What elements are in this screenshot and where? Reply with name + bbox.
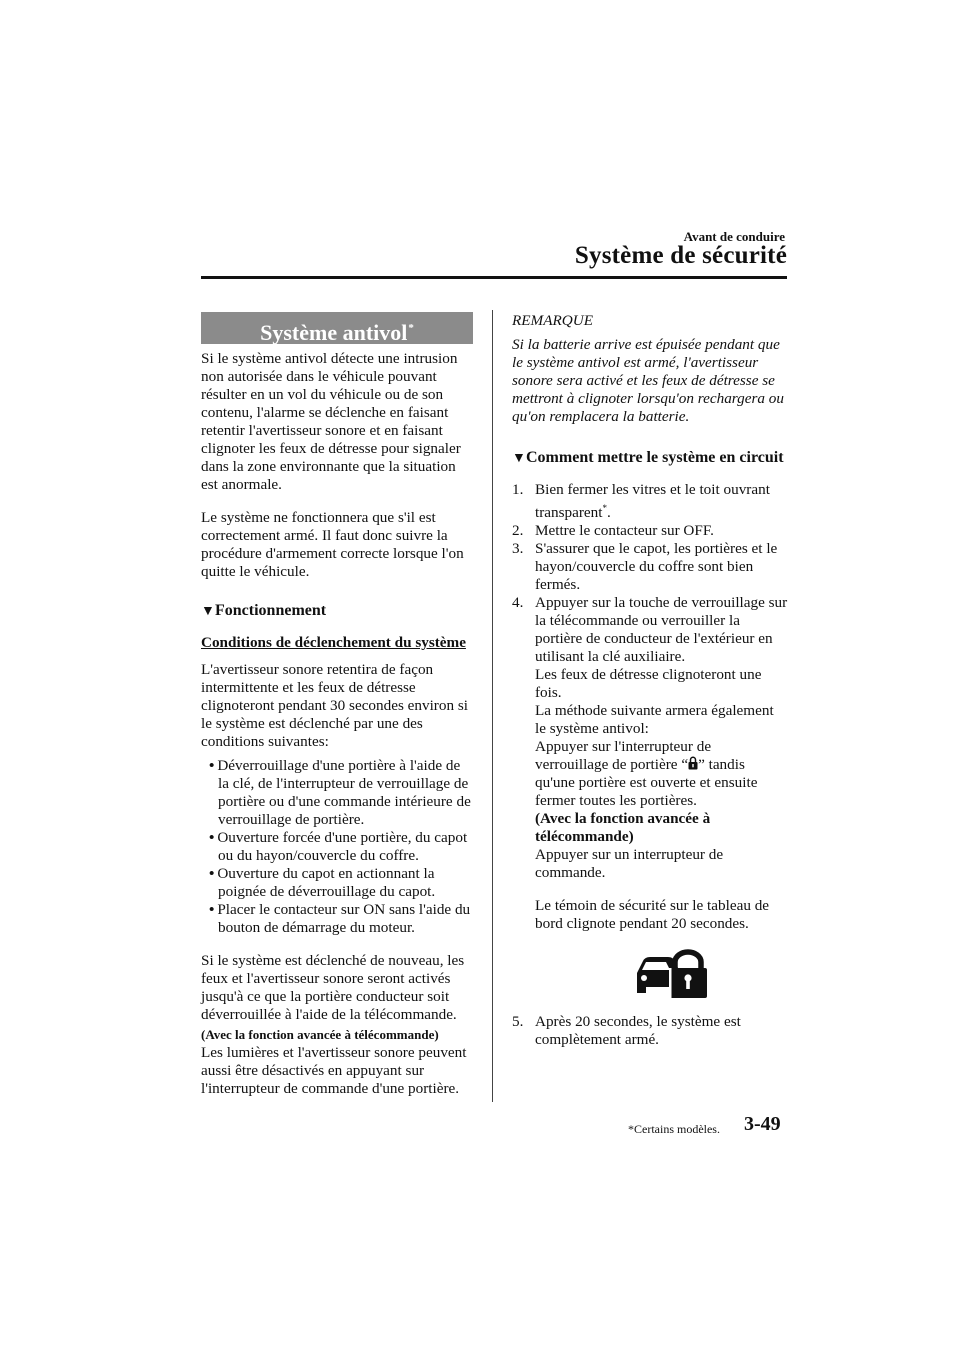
step-number: 1.	[512, 481, 524, 498]
step-number: 4.	[512, 594, 524, 612]
arming-note-paragraph: Le système ne fonctionnera que s'il est correctement armé. Il faut donc suivre la procédure d'armement correcte lorsque l'on quitte le véhicule.	[201, 509, 464, 580]
bullet-icon: •	[209, 757, 215, 774]
triangle-down-icon: ▼	[201, 604, 215, 619]
step-text-end: .	[606, 504, 611, 522]
list-item-text: Placer le contacteur sur ON sans l'aide du bouton de démarrage du moteur.	[217, 901, 471, 936]
advanced-remote-label: (Avec la fonction avancée à télécommande)	[201, 1027, 439, 1042]
step-switch-text-a: Appuyer sur l'interrupteur de verrouillage de portière “	[535, 738, 712, 774]
conditions-intro: L'avertisseur sonore retentira de façon intermittente et les feux de détresse clignoteront pendant 30 secondes environ si le système est déclenché par une des conditions suivantes:	[201, 661, 468, 750]
advanced-remote-text: Les lumières et l'avertisseur sonore peuvent aussi être désactivés en appuyant sur l'interrupteur de commande d'une portière.	[201, 1044, 467, 1097]
retrigger-paragraph: Si le système est déclenché de nouveau, les feux et l'avertisseur sonore seront activés jusqu'à ce que la portière conducteur soit déverrouillée à l'aide de la télécommande.	[201, 952, 465, 1023]
list-item	[201, 829, 473, 865]
note-text: Si la batterie arrive est épuisée pendant que le système antivol est armé, l'avertisseur sonore sera activé et les feux de détresse se mettront à clignoter lorsqu'on rechargera ou qu'on remplacera la batterie.	[512, 336, 784, 425]
list-item	[201, 757, 473, 829]
header-section: Avant de conduire	[683, 229, 785, 244]
step-item	[512, 522, 788, 540]
step-alt-text: La méthode suivante armera également le système antivol:	[535, 702, 774, 738]
step-number: 5.	[512, 1013, 524, 1031]
section-heading-text: Comment mettre le système en circuit	[526, 449, 784, 466]
page-title: Système de sécurité	[574, 242, 787, 269]
list-item-text: Ouverture du capot en actionnant la poignée de déverrouillage du capot.	[217, 865, 436, 900]
header-rule	[201, 276, 787, 279]
list-item	[201, 901, 473, 937]
advanced-remote-text: Appuyer sur un interrupteur de commande.	[535, 846, 724, 882]
step-item	[512, 594, 788, 999]
step-number: 2.	[512, 522, 524, 540]
footnote-mark: *	[602, 503, 607, 513]
step-item	[512, 540, 788, 594]
bullet-icon: •	[209, 901, 215, 918]
left-column	[201, 312, 473, 1113]
right-column	[512, 312, 788, 1049]
step-switch-text	[535, 738, 788, 810]
step-text: Bien fermer les vitres et le toit ouvrant transparent	[535, 481, 770, 522]
banner-title: Système antivol	[260, 320, 408, 345]
bullet-icon: •	[209, 865, 215, 882]
step-text: Mettre le contacteur sur OFF.	[535, 522, 714, 540]
column-divider	[492, 310, 493, 1102]
list-item-text: Déverrouillage d'une portière à l'aide de la clé, de l'interrupteur de verrouillage de portière ou d'une commande intérieure de verrouillage de portière.	[217, 757, 471, 828]
section-heading-fonctionnement	[201, 601, 473, 621]
car-lock-indicator-icon	[635, 949, 709, 999]
footnote: *Certains modèles.	[628, 1122, 720, 1136]
advanced-remote-label: (Avec la fonction avancée à télécommande)	[535, 810, 711, 846]
page-number: 3-49	[744, 1113, 781, 1135]
step-text: Appuyer sur la touche de verrouillage sur la télécommande ou verrouiller la portière de conducteur de l'extérieur en utilisant la clé auxiliaire.	[535, 594, 788, 666]
step-text: S'assurer que le capot, les portières et le hayon/couvercle du coffre sont bien fermés.	[535, 540, 778, 594]
bullet-icon: •	[209, 829, 215, 846]
triangle-down-icon: ▼	[512, 451, 526, 466]
arming-steps	[512, 481, 788, 1049]
indicator-text: Le témoin de sécurité sur le tableau de bord clignote pendant 20 secondes.	[535, 897, 770, 933]
conditions-list	[201, 757, 473, 937]
step-switch-text-b: ” tandis qu'une portière est ouverte et ensuite fermer toutes les portières.	[535, 756, 758, 810]
step-item	[512, 481, 788, 522]
section-heading-text: Fonctionnement	[215, 602, 327, 619]
intro-paragraph: Si le système antivol détecte une intrusion non autorisée dans le véhicule pouvant résulter en un vol du véhicule ou de son contenu, l'alarme se déclenche en faisant retentir l'avertisseur sonore et en faisant clignoter les feux de détresse pour signaler dans la zone environnante que la situation est anormale.	[201, 350, 461, 493]
section-banner	[201, 312, 473, 344]
list-item	[201, 865, 473, 901]
section-heading-arming	[512, 448, 788, 468]
lock-icon	[688, 756, 698, 770]
footnote-mark: *	[408, 322, 414, 334]
step-item	[512, 1013, 788, 1049]
note-title: REMARQUE	[512, 312, 593, 329]
list-item-text: Ouverture forcée d'une portière, du capot ou du hayon/couvercle du coffre.	[217, 829, 468, 864]
step-hazard-text: Les feux de détresse clignoteront une fois.	[535, 666, 762, 702]
step-text: Après 20 secondes, le système est complètement armé.	[535, 1013, 741, 1049]
subheading-conditions: Conditions de déclenchement du système	[201, 634, 466, 651]
step-number: 3.	[512, 540, 524, 558]
